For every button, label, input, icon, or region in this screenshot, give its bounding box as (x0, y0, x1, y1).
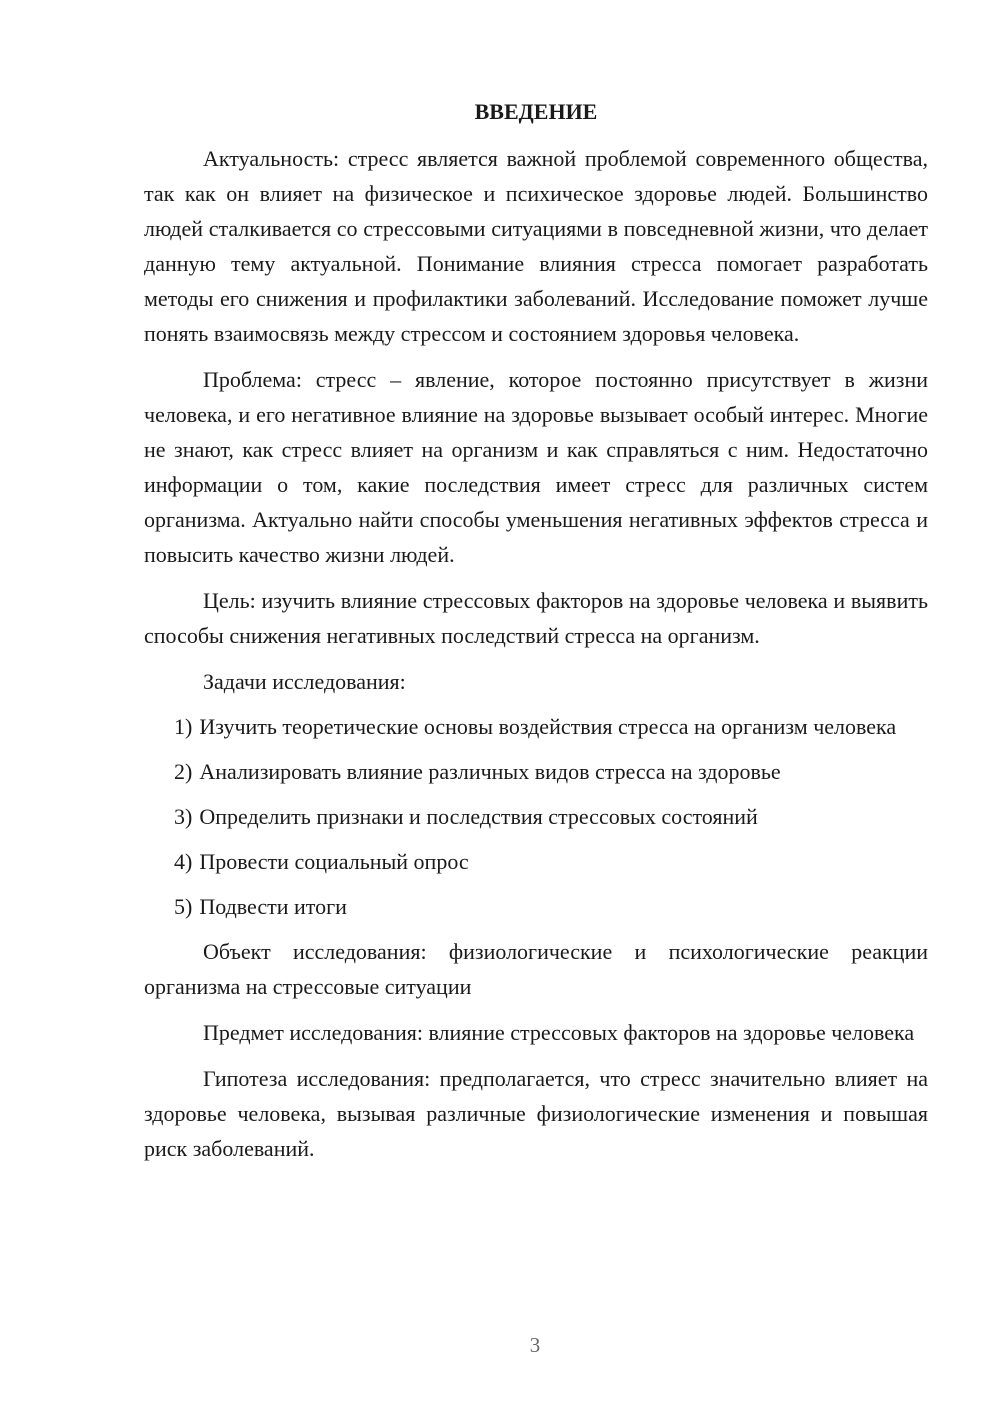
task-number: 5) (174, 894, 193, 919)
task-number: 2) (174, 759, 193, 784)
object-paragraph: Объект исследования: физиологические и психологические реакции организма на стрессовые ситуации (144, 939, 928, 999)
subject-paragraph: Предмет исследования: влияние стрессовых факторов на здоровье человека (203, 1020, 915, 1045)
task-text: Подвести итоги (199, 894, 347, 919)
task-item (144, 889, 928, 924)
task-text: Определить признаки и последствия стрессовых состояний (199, 804, 758, 829)
page-content (144, 94, 928, 1177)
problem-paragraph: Проблема: стресс – явление, которое постоянно присутствует в жизни человека, и его негативное влияние на здоровье вызывает особый интерес. Многие не знают, как стресс влияет на организм и как справляться с ним. Недостаточно информации о том, какие последствия имеет стресс для различных систем организма. Актуально найти способы уменьшения негативных эффектов стресса и повысить качество жизни людей. (144, 367, 928, 567)
page-number: 3 (529, 1333, 541, 1357)
task-item (144, 754, 928, 789)
task-number: 4) (174, 849, 193, 874)
task-item (144, 709, 928, 744)
relevance-paragraph: Актуальность: стресс является важной проблемой современного общества, так как он влияет на физическое и психическое здоровье людей. Большинство людей сталкивается со стрессовыми ситуациями в повседневной жизни, что делает данную тему актуальной. Понимание влияния стресса помогает разработать методы его снижения и профилактики заболеваний. Исследование поможет лучше понять взаимосвязь между стрессом и состоянием здоровья человека. (144, 146, 928, 346)
tasks-title: Задачи исследования: (203, 669, 406, 694)
task-number: 1) (174, 714, 193, 739)
task-number: 3) (174, 804, 193, 829)
task-item (144, 844, 928, 879)
hypothesis-paragraph: Гипотеза исследования: предполагается, что стресс значительно влияет на здоровье человека, вызывая различные физиологические изменения и повышая риск заболеваний. (144, 1066, 928, 1161)
task-text: Провести социальный опрос (199, 849, 469, 874)
section-heading: ВВЕДЕНИЕ (474, 99, 598, 124)
goal-paragraph: Цель: изучить влияние стрессовых факторов на здоровье человека и выявить способы снижения негативных последствий стресса на организм. (144, 588, 928, 648)
task-text: Анализировать влияние различных видов стресса на здоровье (199, 759, 781, 784)
task-text: Изучить теоретические основы воздействия стресса на организм человека (199, 714, 897, 739)
task-item (144, 799, 928, 834)
